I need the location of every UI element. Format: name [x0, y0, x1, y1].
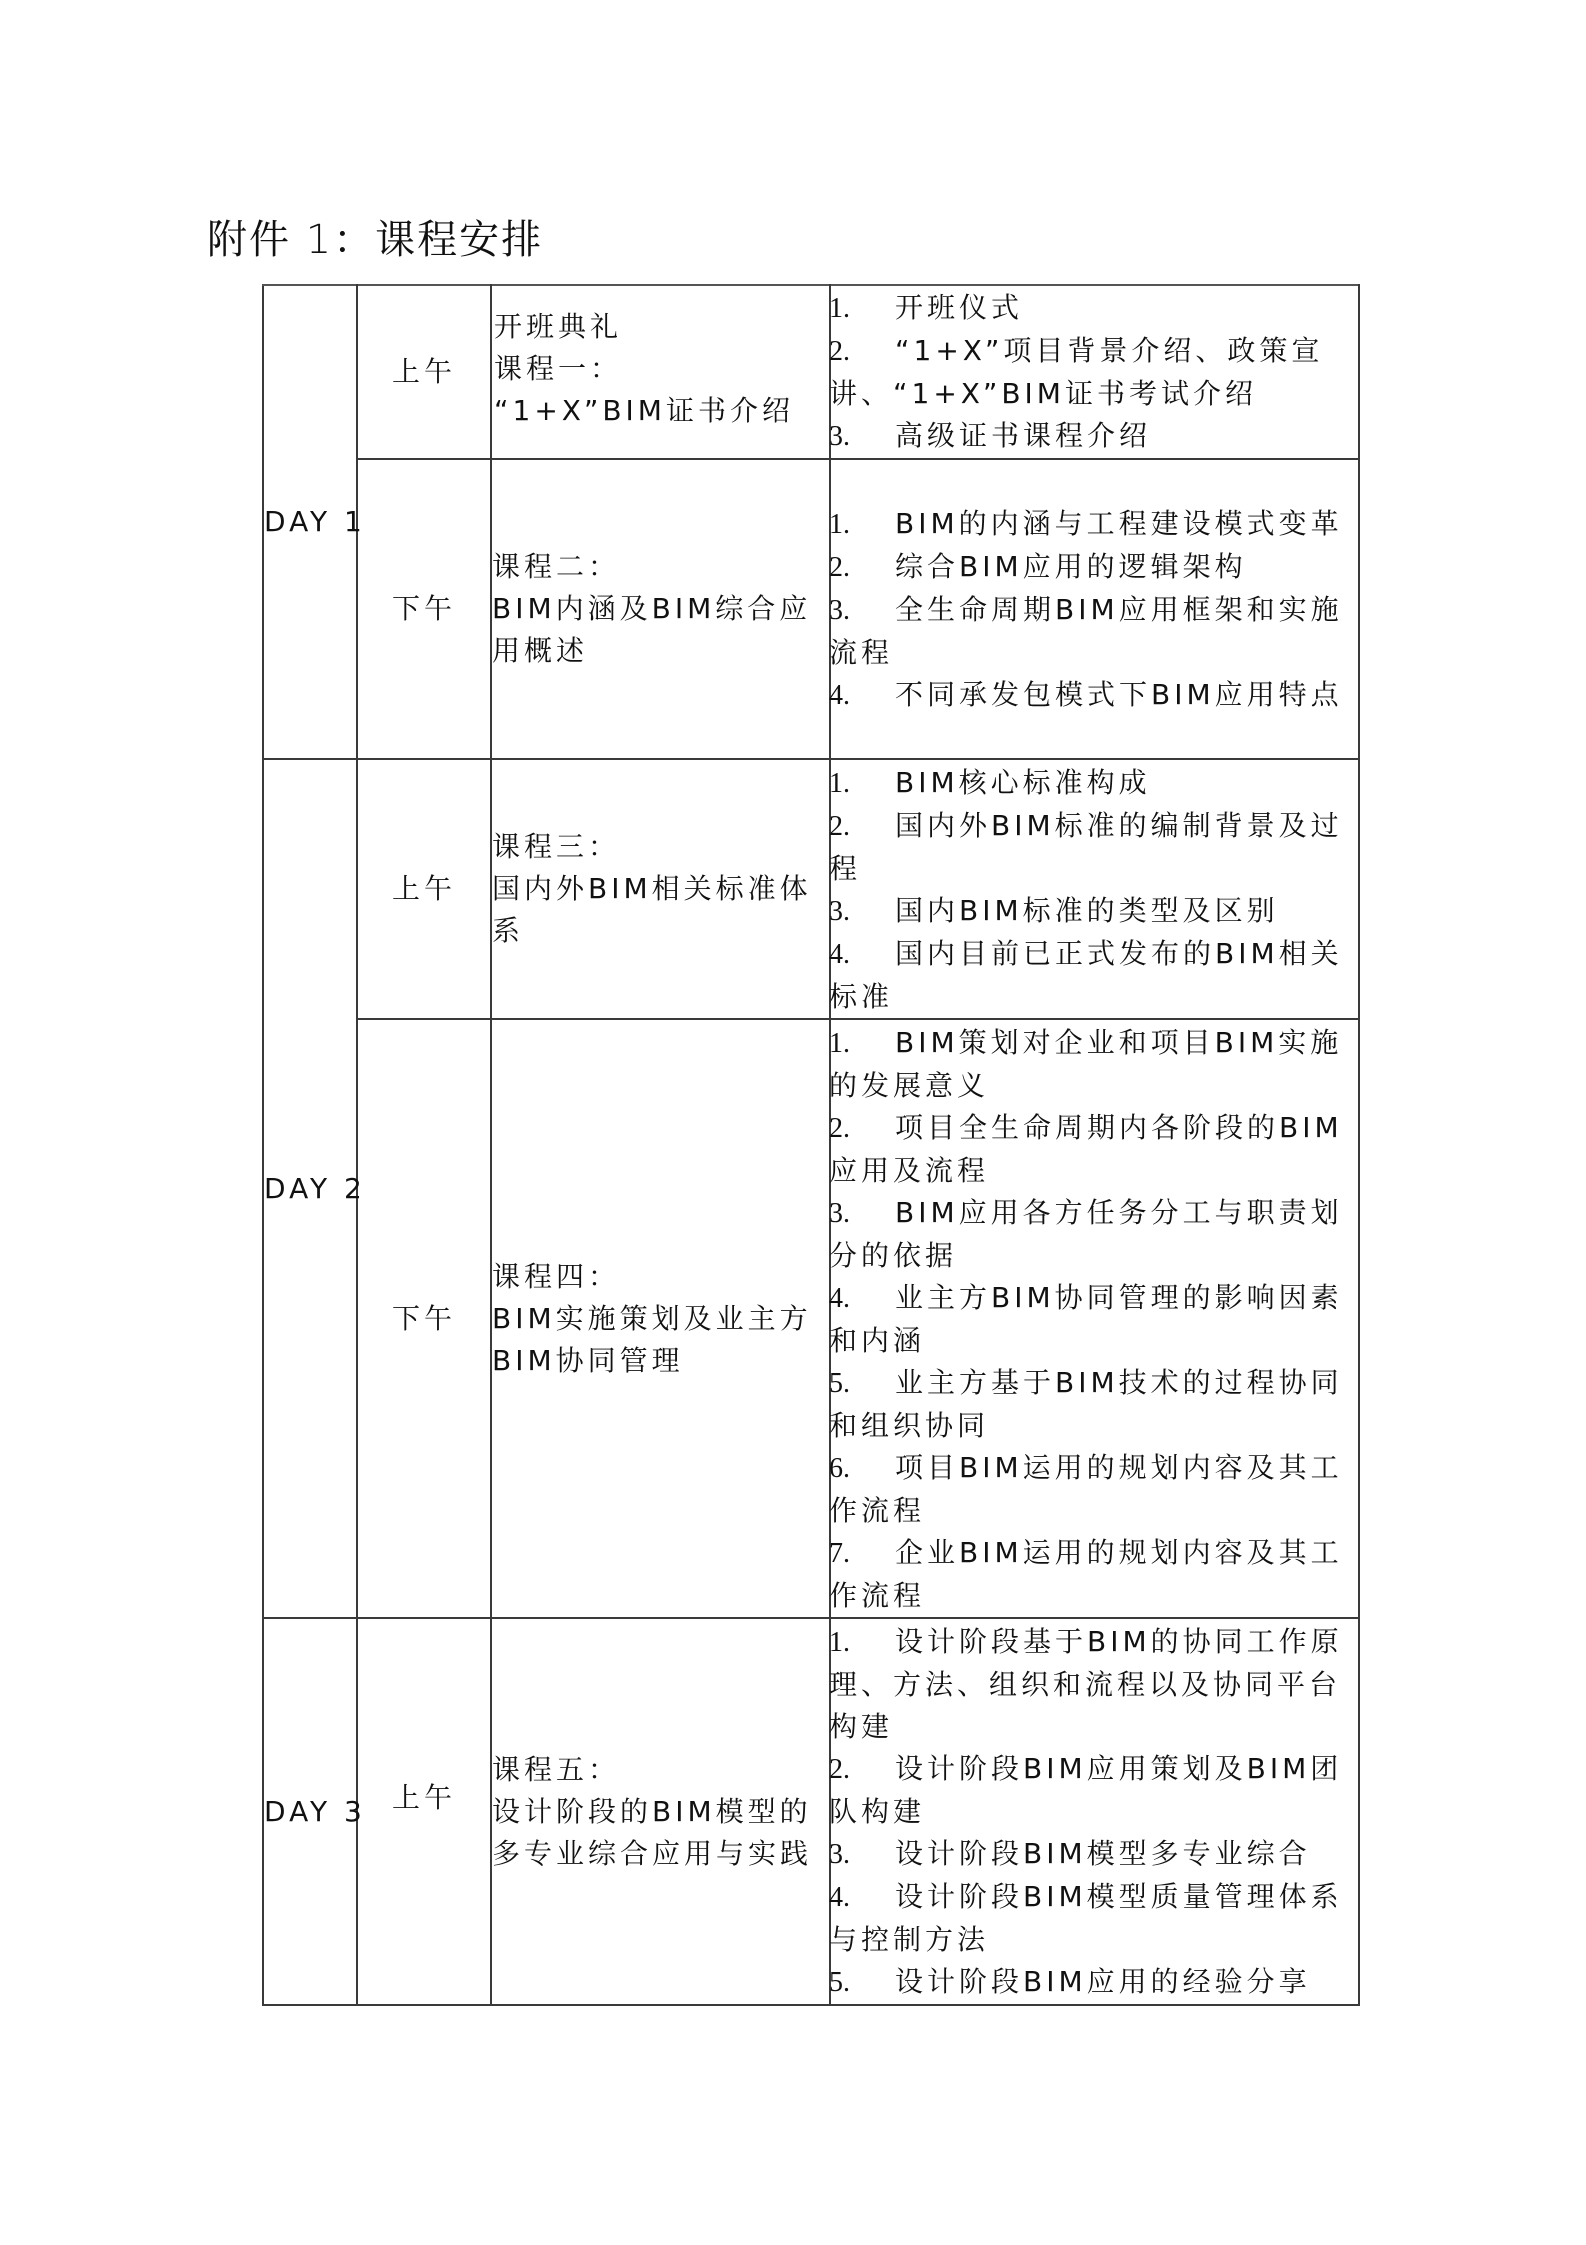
course-title	[491, 459, 830, 759]
topic-number: 1.	[829, 1028, 850, 1059]
topic-item	[829, 1192, 1358, 1277]
course-line: 课程二：	[492, 550, 621, 583]
day-label: DAY 2	[263, 759, 357, 1618]
topic-number: 4.	[829, 939, 850, 970]
table-row	[263, 1019, 1359, 1618]
topic-item	[829, 589, 1358, 674]
topic-item	[829, 287, 1358, 330]
topics-list	[830, 759, 1359, 1019]
period-label: 上午	[357, 759, 491, 1019]
topic-text: BIM的内涵与工程建设模式变革	[895, 507, 1343, 540]
topic-item	[829, 674, 1358, 717]
topic-text: 国内BIM标准的类型及区别	[895, 894, 1279, 927]
topics-list	[830, 285, 1359, 459]
topic-text: 综合BIM应用的逻辑架构	[895, 550, 1247, 583]
topic-item	[829, 1833, 1358, 1876]
topic-text: “1+X”项目背景介绍、政策宣讲、“1+X”BIM证书考试介绍	[829, 334, 1324, 410]
course-line: 课程三：	[492, 830, 621, 863]
topic-text: BIM策划对企业和项目BIM实施的发展意义	[829, 1026, 1343, 1102]
topic-number: 3.	[829, 421, 850, 452]
topic-number: 1.	[829, 1627, 850, 1658]
topic-number: 6.	[829, 1453, 850, 1484]
topic-text: 项目BIM运用的规划内容及其工作流程	[829, 1451, 1343, 1527]
page-title: 附件 1：课程安排	[207, 217, 544, 263]
table-row	[263, 759, 1359, 1019]
topic-text: 全生命周期BIM应用框架和实施流程	[829, 593, 1343, 669]
topic-number: 1.	[829, 768, 850, 799]
topic-text: 国内外BIM标准的编制背景及过程	[829, 809, 1343, 885]
topic-text: 设计阶段BIM模型多专业综合	[895, 1837, 1311, 1870]
course-title	[491, 285, 830, 459]
topic-text: BIM核心标准构成	[895, 766, 1151, 799]
topic-item	[829, 1961, 1358, 2004]
topics-list	[830, 1019, 1359, 1618]
topic-number: 2.	[829, 1754, 850, 1785]
course-line: BIM内涵及BIM综合应用概述	[492, 592, 812, 667]
topic-text: 设计阶段BIM应用的经验分享	[895, 1965, 1311, 1998]
course-title	[491, 1618, 830, 2005]
period-label: 下午	[357, 1019, 491, 1618]
topic-item	[829, 546, 1358, 589]
topic-item	[829, 503, 1358, 546]
course-title	[491, 1019, 830, 1618]
period-label: 上午	[357, 1618, 491, 2005]
topic-item	[829, 805, 1358, 890]
course-line: 设计阶段的BIM模型的多专业综合应用与实践	[492, 1794, 813, 1870]
topic-item	[829, 1447, 1358, 1532]
topic-item	[829, 1362, 1358, 1447]
topic-number: 4.	[829, 1882, 850, 1913]
period-label: 上午	[357, 285, 491, 459]
topic-item	[829, 1748, 1358, 1833]
topic-number: 3.	[829, 1198, 850, 1229]
topic-item	[829, 1107, 1358, 1192]
course-line: 课程五：	[492, 1752, 621, 1786]
topic-text: 不同承发包模式下BIM应用特点	[895, 678, 1343, 711]
day-label: DAY 1	[263, 285, 357, 759]
topic-text: 业主方基于BIM技术的过程协同和组织协同	[829, 1366, 1343, 1442]
topic-number: 4.	[829, 1283, 850, 1314]
topic-number: 2.	[829, 811, 850, 842]
topic-text: 业主方BIM协同管理的影响因素和内涵	[829, 1281, 1343, 1357]
course-line: 开班典礼	[494, 310, 623, 343]
table-row	[263, 459, 1359, 759]
table-row	[263, 285, 1359, 459]
topic-item	[829, 762, 1358, 805]
course-title	[491, 759, 830, 1019]
topic-text: 国内目前已正式发布的BIM相关标准	[829, 937, 1343, 1013]
topics-list	[830, 1618, 1359, 2005]
table-row	[263, 1618, 1359, 2005]
topic-number: 5.	[829, 1368, 850, 1399]
topic-item	[829, 1532, 1358, 1617]
topic-text: 开班仪式	[895, 291, 1024, 324]
topic-text: 企业BIM运用的规划内容及其工作流程	[829, 1536, 1343, 1612]
day-label: DAY 3	[263, 1618, 357, 2005]
topic-text: 高级证书课程介绍	[895, 419, 1152, 452]
topic-number: 1.	[829, 509, 850, 540]
period-label: 下午	[357, 459, 491, 759]
course-line: 课程一：	[494, 352, 623, 385]
topic-text: 设计阶段BIM模型质量管理体系与控制方法	[829, 1880, 1343, 1956]
topic-number: 7.	[829, 1538, 850, 1569]
topic-item	[829, 1277, 1358, 1362]
topic-text: 设计阶段BIM应用策划及BIM团队构建	[829, 1752, 1343, 1828]
topic-number: 3.	[829, 1839, 850, 1870]
topic-item	[829, 415, 1358, 458]
topic-text: BIM应用各方任务分工与职责划分的依据	[829, 1196, 1343, 1272]
topic-number: 3.	[829, 595, 850, 626]
course-line: BIM实施策划及业主方BIM协同管理	[492, 1301, 812, 1377]
topic-text: 项目全生命周期内各阶段的BIM应用及流程	[829, 1111, 1343, 1187]
topic-item	[829, 1876, 1358, 1961]
topic-number: 2.	[829, 1113, 850, 1144]
course-schedule-table	[262, 284, 1360, 2006]
topic-number: 1.	[829, 293, 850, 324]
topic-item	[829, 1022, 1358, 1107]
topics-list	[830, 459, 1359, 759]
topic-item	[829, 890, 1358, 933]
topic-item	[829, 933, 1358, 1018]
topic-number: 2.	[829, 336, 850, 367]
topic-item	[829, 330, 1358, 415]
course-line: “1+X”BIM证书介绍	[494, 394, 794, 427]
topic-item	[829, 1621, 1358, 1748]
topic-text: 设计阶段基于BIM的协同工作原理、方法、组织和流程以及协同平台构建	[829, 1625, 1343, 1743]
topic-number: 2.	[829, 552, 850, 583]
topic-number: 3.	[829, 896, 850, 927]
course-line: 课程四：	[492, 1259, 621, 1293]
topic-number: 4.	[829, 680, 850, 711]
topic-number: 5.	[829, 1967, 850, 1998]
course-line: 国内外BIM相关标准体系	[492, 872, 812, 947]
